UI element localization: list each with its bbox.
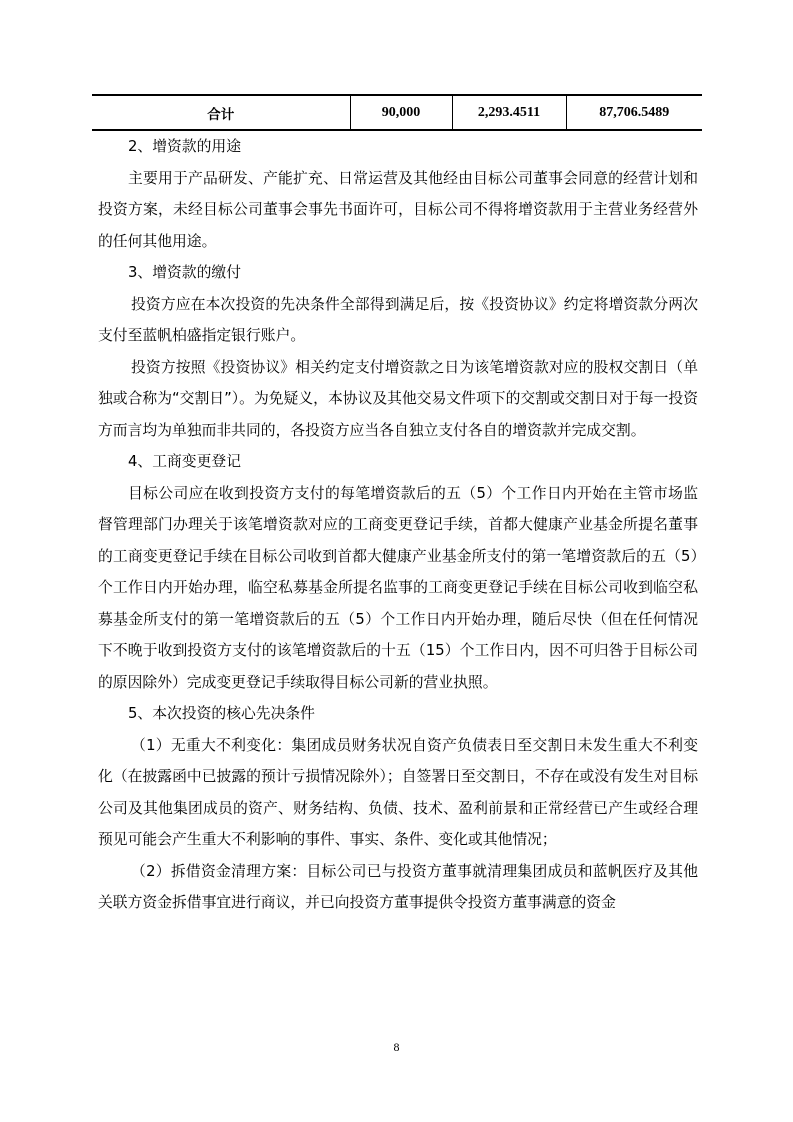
paragraph-usage: 主要用于产品研发、产能扩充、日常运营及其他经由目标公司董事会同意的经营计划和投资方案，未经目标公司董事会事先书面许可，目标公司不得将增资款用于主营业务经营外的任何其他用途。: [98, 169, 698, 250]
table-row-total: [92, 95, 702, 130]
total-label: 合计: [92, 95, 350, 130]
section-heading-payment: 3、增资款的缴付: [128, 264, 241, 281]
paragraph-payment-2: 投资方按照《投资协议》相关约定支付增资款之日为该笔增资款对应的股权交割日（单独或合称为“交割日”）。为免疑义，本协议及其他交易文件项下的交割或交割日对于每一投资方而言均为单独而非共同的，各投资方应当各自独立支付各自的增资款并完成交割。: [98, 358, 698, 439]
section-heading-registration: 4、工商变更登记: [128, 453, 241, 470]
total-value-3: 87,706.5489: [566, 95, 702, 130]
paragraph-condition-1: （1）无重大不利变化：集团成员财务状况自资产负债表日至交割日未发生重大不利变化（在披露函中已披露的预计亏损情况除外）；自签署日至交割日，不存在或没有发生对目标公司及其他集团成员的资产、财务结构、负债、技术、盈利前景和正常经营已产生或经合理预见可能会产生重大不利影响的事件、事实、条件、变化或其他情况；: [98, 736, 698, 848]
paragraph-condition-2: （2）拆借资金清理方案：目标公司已与投资方董事就清理集团成员和蓝帆医疗及其他关联方资金拆借事宜进行商议，并已向投资方董事提供令投资方董事满意的资金: [98, 862, 698, 911]
document-body: [98, 131, 698, 919]
page-number: 8: [393, 1040, 400, 1054]
paragraph-registration: 目标公司应在收到投资方支付的每笔增资款后的五（5）个工作日内开始在主管市场监督管理部门办理关于该笔增资款对应的工商变更登记手续，首都大健康产业基金所提名董事的工商变更登记手续在目标公司收到首都大健康产业基金所支付的第一笔增资款后的五（5）个工作日内开始办理，临空私募基金所提名监事的工商变更登记手续在目标公司收到临空私募基金所支付的第一笔增资款后的五（5）个工作日内开始办理，随后尽快（但在任何情况下不晚于收到投资方支付的该笔增资款后的十五（15）个工作日内，因不可归咎于目标公司的原因除外）完成变更登记手续取得目标公司新的营业执照。: [98, 484, 698, 691]
section-heading-usage: 2、增资款的用途: [128, 138, 241, 155]
section-heading-conditions: 5、本次投资的核心先决条件: [128, 705, 315, 722]
paragraph-payment-1: 投资方应在本次投资的先决条件全部得到满足后，按《投资协议》约定将增资款分两次支付至蓝帆柏盛指定银行账户。: [98, 295, 698, 344]
total-value-1: 90,000: [350, 95, 452, 130]
summary-table: [92, 94, 702, 131]
total-value-2: 2,293.4511: [452, 95, 566, 130]
